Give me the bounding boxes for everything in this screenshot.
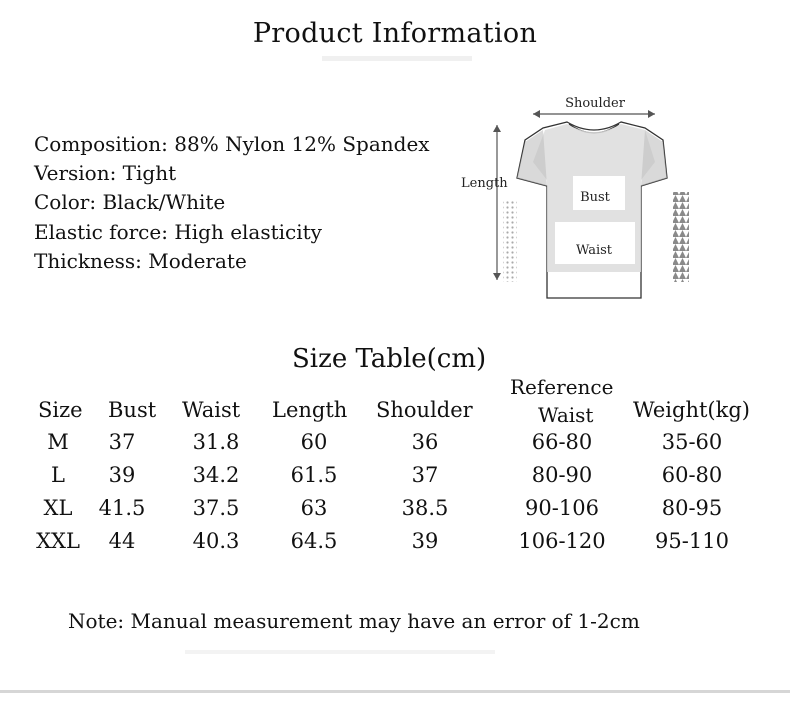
cell-size: XXL: [36, 529, 80, 553]
color-text: Color: Black/White: [34, 190, 226, 214]
waist-label: Waist: [575, 243, 613, 258]
header-bust: Bust: [108, 398, 157, 422]
cell-waist: 37.5: [192, 496, 240, 520]
cell-reference-waist: 66-80: [531, 430, 593, 454]
cell-bust: 41.5: [98, 496, 146, 520]
cell-bust: 39: [108, 463, 136, 487]
thickness-text: Thickness: Moderate: [34, 249, 247, 273]
cell-shoulder: 38.5: [401, 496, 449, 520]
cell-reference-waist: 106-120: [518, 529, 606, 553]
cell-bust: 37: [108, 430, 136, 454]
cell-shoulder: 36: [411, 430, 439, 454]
faint-note-watermark: [185, 650, 495, 654]
faint-subtitle-watermark: [322, 56, 472, 61]
header-reference: Reference: [510, 375, 614, 399]
cell-length: 64.5: [290, 529, 338, 553]
cell-size: XL: [43, 496, 73, 520]
footer-divider: [0, 690, 790, 693]
cell-reference-waist: 90-106: [525, 496, 599, 520]
header-weight: Weight(kg): [633, 398, 750, 422]
cell-size: M: [47, 430, 69, 454]
cell-weight: 80-95: [661, 496, 723, 520]
header-length: Length: [272, 398, 348, 422]
header-reference-waist: Waist: [538, 403, 594, 427]
cell-waist: 31.8: [192, 430, 240, 454]
page-title: Product Information: [252, 18, 538, 49]
cell-length: 60: [300, 430, 328, 454]
measurement-note: Note: Manual measurement may have an error of 1-2cm: [68, 609, 640, 633]
cell-length: 63: [300, 496, 328, 520]
cell-length: 61.5: [290, 463, 338, 487]
cell-bust: 44: [108, 529, 136, 553]
header-shoulder: Shoulder: [376, 398, 473, 422]
cell-size: L: [51, 463, 65, 487]
cell-shoulder: 39: [411, 529, 439, 553]
composition-text: Composition: 88% Nylon 12% Spandex: [34, 132, 430, 156]
cell-weight: 95-110: [655, 529, 729, 553]
header-waist: Waist: [182, 398, 241, 422]
header-size: Size: [38, 398, 83, 422]
elastic-force-text: Elastic force: High elasticity: [34, 220, 322, 244]
cell-shoulder: 37: [411, 463, 439, 487]
version-text: Version: Tight: [34, 161, 177, 185]
cell-weight: 60-80: [661, 463, 723, 487]
cell-waist: 34.2: [192, 463, 240, 487]
cell-weight: 35-60: [661, 430, 723, 454]
measurement-diagram: [455, 90, 720, 305]
bust-label: Bust: [580, 190, 610, 205]
size-table-title: Size Table(cm): [292, 344, 487, 374]
length-label: Length: [461, 176, 508, 191]
shoulder-label: Shoulder: [565, 96, 625, 111]
cell-waist: 40.3: [192, 529, 240, 553]
cell-reference-waist: 80-90: [531, 463, 593, 487]
